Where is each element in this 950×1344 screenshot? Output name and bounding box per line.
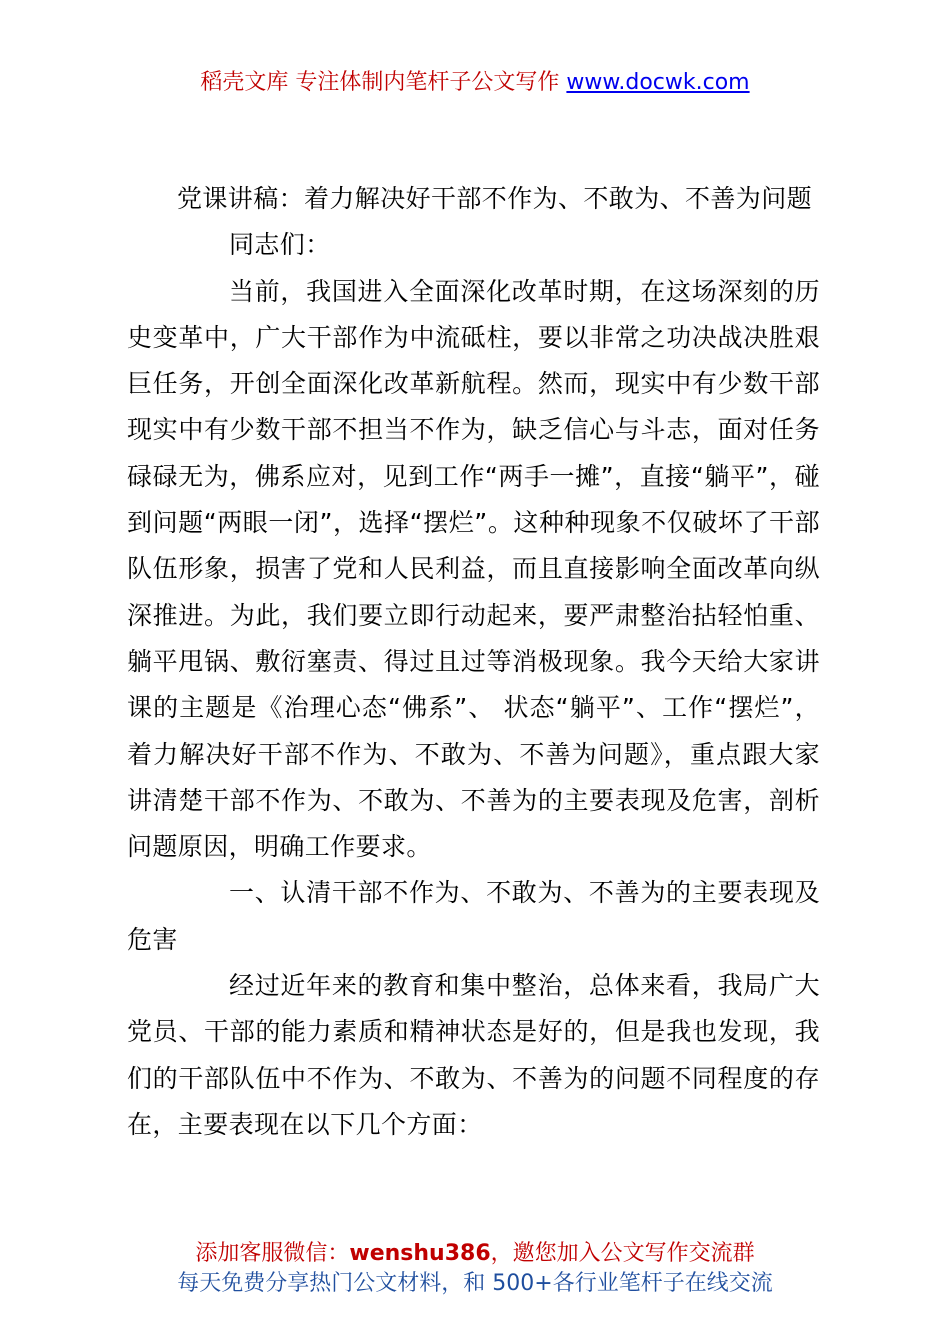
salutation: 同志们：	[229, 230, 331, 260]
header-website-link[interactable]: www.docwk.com	[566, 70, 750, 95]
paragraph-section-1: 经过近年来的教育和集中整治，总体来看，我局广大党员、干部的能力素质和精神状态是好的，但是我也发现，我们的干部队伍中不作为、不敢为、不善为的问题不同程度的存在，主要表现在以下几个方面：	[127, 971, 820, 1139]
paragraph-intro: 当前，我国进入全面深化改革时期，在这场深刻的历史变革中，广大干部作为中流砥柱，要以非常之功决战决胜艰巨任务，开创全面深化改革新航程。然而，现实中有少数干部现实中有少数干部不担当不作为，缺乏信心与斗志，面对任务碌碌无为，佛系应对，见到工作“两手一摊”，直接“躺平”，碰到问题“两眼一闭”，选择“摆烂”。这种种现象不仅破坏了干部队伍形象，损害了党和人民利益，而且直接影响全面改革向纵深推进。为此，我们要立即行动起来，要严肃整治拈轻怕重、躺平甩锅、敷衍塞责、得过且过等消极现象。我今天给大家讲课的主题是《治理心态“佛系”、 状态“躺平”、工作“摆烂”，着力解决好干部不作为、不敢为、不善为问题》，重点跟大家讲清楚干部不作为、不敢为、不善为的主要表现及危害，剖析问题原因，明确工作要求。	[127, 276, 820, 862]
footer-wechat-id: wenshu386	[349, 1241, 491, 1266]
footer-promo-line: 每天免费分享热门公文材料，和 500+各行业笔杆子在线交流	[177, 1271, 773, 1296]
header-brand-text: 稻壳文库 专注体制内笔杆子公文写作	[200, 70, 567, 95]
footer-contact-prefix: 添加客服微信：	[195, 1241, 350, 1266]
document-title: 党课讲稿：着力解决好干部不作为、不敢为、不善为问题	[177, 184, 813, 213]
section-heading-1: 一、认清干部不作为、不敢为、不善为的主要表现及危害	[127, 878, 820, 954]
document-body	[127, 176, 820, 1148]
footer-contact-suffix: ，邀您加入公文写作交流群	[490, 1241, 755, 1266]
page-header	[0, 66, 950, 100]
footer-contact-line	[0, 1239, 950, 1269]
